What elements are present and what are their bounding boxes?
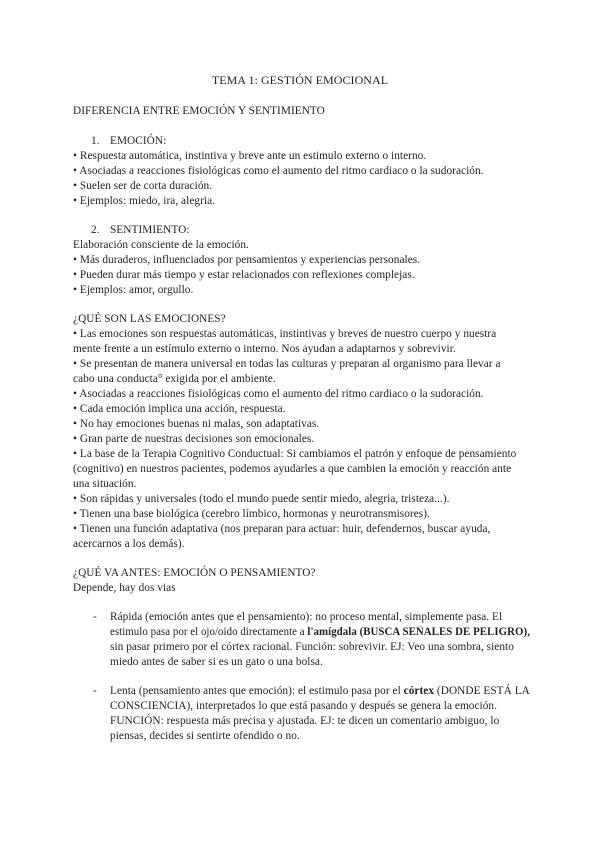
lenta-line: piensas, decides si sentirte ofendido o no. (110, 730, 300, 742)
que-va-antes-intro: Depende, hay dos vias (73, 582, 176, 594)
paragraph-line: mente frente a un estímulo externo o interno. Nos ayudan a adaptarnos y sobrevivir. (73, 343, 456, 355)
lenta-text: (DONDE ESTÁ LA (434, 685, 530, 697)
rapida-amigdala-bold: l'amígdala (BUSCA SEÑALES DE PELIGRO), (307, 626, 530, 638)
sentimiento-bullet: • Ejemplos: amor, orgullo. (73, 284, 194, 296)
list-number: 1. (91, 135, 100, 147)
paragraph-line: • Asociadas a reacciones fisiológicas como el aumento del ritmo cardiaco o la sudoración. (73, 388, 484, 400)
paragraph-line: • Las emociones son respuestas automáticas, instintivas y breves de nuestro cuerpo y nuestra (73, 328, 497, 340)
list-dash: - (93, 685, 97, 697)
lenta-line: FUNCIÓN: respuesta más precisa y ajustada. EJ: te dicen un comentario ambiguo, lo (110, 715, 500, 727)
rapida-line: miedo antes de saber si es un gato o una bolsa. (110, 656, 323, 668)
page-title: TEMA 1: GESTIÓN EMOCIONAL (211, 73, 389, 87)
sentimiento-bullet: • Más duraderos, influenciados por pensamientos y experiencias personales. (73, 254, 421, 266)
paragraph-line: • Son rápidas y universales (todo el mundo puede sentir miedo, alegria, tristeza...). (73, 493, 450, 505)
lenta-text: Lenta (pensamiento antes que emoción): el estimulo pasa por el (110, 685, 404, 697)
paragraph-line: cabo una conducta° exigida por el ambiente. (73, 373, 276, 385)
paragraph-line: • Cada emoción implica una acción, respuesta. (73, 403, 286, 415)
paragraph-line: • Se presentan de manera universal en todas las culturas y preparan al organismo para llevar a (73, 358, 501, 370)
paragraph-line: acercarnos a los demás). (73, 538, 185, 550)
list-dash: - (93, 611, 97, 623)
paragraph-line: (cognitivo) en nuestros pacientes, podemos ayudarles a que cambien la emoción y reacción ante (73, 463, 512, 475)
paragraph-line: • Tienen una función adaptativa (nos preparan para actuar: huir, defendernos, buscar ayuda, (73, 523, 491, 535)
emocion-heading: EMOCIÓN: (110, 135, 167, 147)
paragraph-line: • Tienen una base biológica (cerebro límbico, hormonas y neurotransmisores). (73, 508, 430, 520)
section-subtitle: DIFERENCIA ENTRE EMOCIÓN Y SENTIMIENTO (73, 105, 325, 117)
rapida-line: sin pasar primero por el córtex racional. Función: sobrevivir. EJ: Veo una sombra, siento (110, 641, 514, 653)
sentimiento-bullet: • Pueden durar más tiempo y estar relacionados con reflexiones complejas. (73, 269, 415, 281)
rapida-line (110, 625, 530, 640)
paragraph-line: • Gran parte de nuestras decisiones son emocionales. (73, 433, 315, 445)
emocion-bullet: • Asociadas a reacciones fisiológicas como el aumento del ritmo cardiaco o la sudoración. (73, 165, 484, 177)
que-son-heading: ¿QUÉ SON LAS EMOCIONES? (73, 313, 226, 325)
lenta-cortex-bold: córtex (403, 685, 435, 697)
sentimiento-heading: SENTIMIENTO: (110, 224, 190, 236)
sentimiento-intro: Elaboración consciente de la emoción. (73, 239, 249, 251)
paragraph-line: • La base de la Terapia Cognitivo Conductual: Si cambiamos el patrón y enfoque de pensamiento (73, 448, 517, 460)
emocion-bullet: • Suelen ser de corta duración. (73, 180, 213, 192)
rapida-line: Rápida (emoción antes que el pensamiento): no proceso mental, simplemente pasa. El (110, 611, 503, 623)
lenta-line: CONSCIENCIA), interpretados lo que está pasando y después se genera la emoción. (110, 700, 498, 712)
emocion-bullet: • Respuesta automática, instintiva y breve ante un estimulo externo o interno. (73, 150, 427, 162)
list-number: 2. (91, 224, 100, 236)
paragraph-line: una situación. (73, 478, 137, 490)
rapida-text: estimulo pasa por el ojo/oido directamente a (110, 626, 308, 638)
que-va-antes-heading: ¿QUÉ VA ANTES: EMOCIÓN O PENSAMIENTO? (73, 567, 316, 579)
emocion-bullet: • Ejemplos: miedo, ira, alegria. (73, 195, 216, 207)
paragraph-line: • No hay emociones buenas ni malas, son adaptativas. (73, 418, 320, 430)
lenta-line (110, 684, 530, 699)
